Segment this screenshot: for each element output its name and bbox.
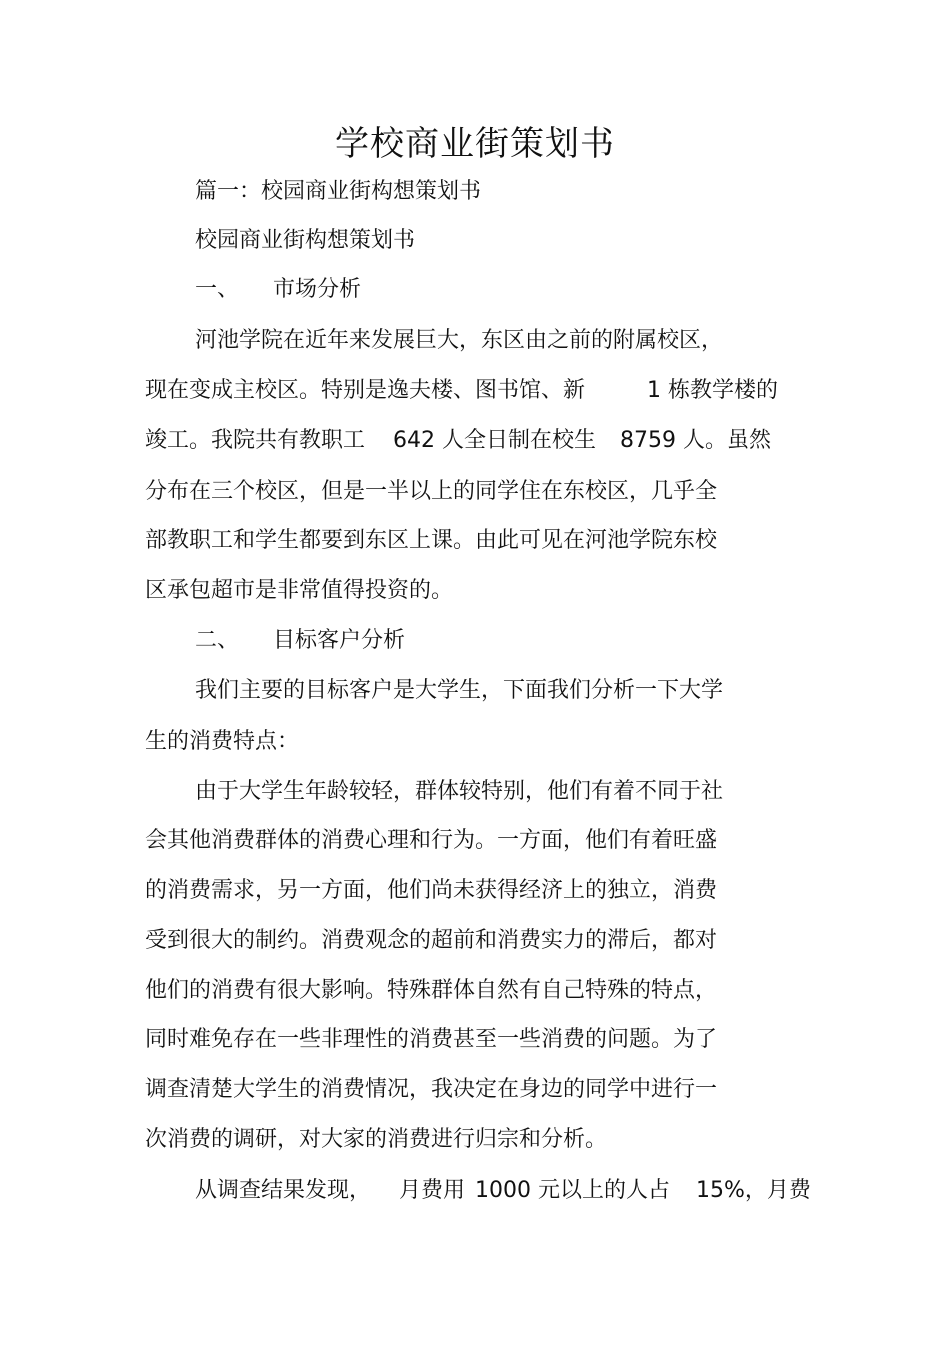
section-heading: 篇一：校园商业街构想策划书 [195, 179, 482, 204]
paragraph-line: 他们的消费有很大影响。特殊群体自然有自己特殊的特点， [145, 978, 718, 1003]
document-title: 学校商业街策划书 [335, 124, 615, 164]
heading-number: 一、 [195, 277, 240, 302]
paragraph-line: 由于大学生年龄较轻，群体较特别，他们有着不同于社 [195, 779, 724, 804]
heading-number: 二、 [195, 628, 240, 653]
paragraph-line: 区承包超市是非常值得投资的。 [145, 578, 454, 603]
paragraph-line: 我们主要的目标客户是大学生，下面我们分析一下大学 [195, 678, 724, 703]
heading-text: 市场分析 [273, 277, 362, 302]
text-span: 现在变成主校区。特别是逸夫楼、图书馆、新 [145, 378, 586, 403]
paragraph-line: 部教职工和学生都要到东区上课。由此可见在河池学院东校 [145, 528, 718, 553]
paragraph-line: 的消费需求，另一方面，他们尚未获得经济上的独立，消费 [145, 878, 718, 903]
paragraph-line: 受到很大的制约。消费观念的超前和消费实力的滞后，都对 [145, 928, 718, 953]
heading-market-analysis [195, 274, 361, 306]
paragraph-line: 调查清楚大学生的消费情况，我决定在身边的同学中进行一 [145, 1077, 718, 1102]
text-span: 8759 人。虽然 [620, 428, 771, 453]
paragraph-line: 同时难免存在一些非理性的消费甚至一些消费的问题。为了 [145, 1027, 718, 1052]
text-span: 竣工。我院共有教职工 [145, 428, 366, 453]
paragraph-line [145, 425, 771, 457]
paragraph-line: 会其他消费群体的消费心理和行为。一方面，他们有着旺盛 [145, 828, 718, 853]
paragraph-line [145, 375, 778, 407]
text-span: 从调查结果发现， [195, 1178, 372, 1203]
text-span: 1 栋教学楼的 [647, 378, 779, 403]
heading-text: 目标客户分析 [273, 628, 406, 653]
text-span: 月费用 [399, 1178, 466, 1203]
paragraph-line: 分布在三个校区，但是一半以上的同学住在东校区，几乎全 [145, 479, 718, 504]
text-span: 15%，月费 [696, 1178, 811, 1203]
paragraph-line: 河池学院在近年来发展巨大，东区由之前的附属校区， [195, 328, 724, 353]
paragraph-line [195, 1175, 811, 1207]
text-span: 642 人全日制在校生 [393, 428, 597, 453]
paragraph-line: 次消费的调研，对大家的消费进行归宗和分析。 [145, 1127, 608, 1152]
paragraph-line: 生的消费特点： [145, 729, 300, 754]
subtitle: 校园商业街构想策划书 [195, 228, 416, 253]
text-span: 1000 元以上的人占 [475, 1178, 671, 1203]
heading-target-customers [195, 625, 405, 657]
